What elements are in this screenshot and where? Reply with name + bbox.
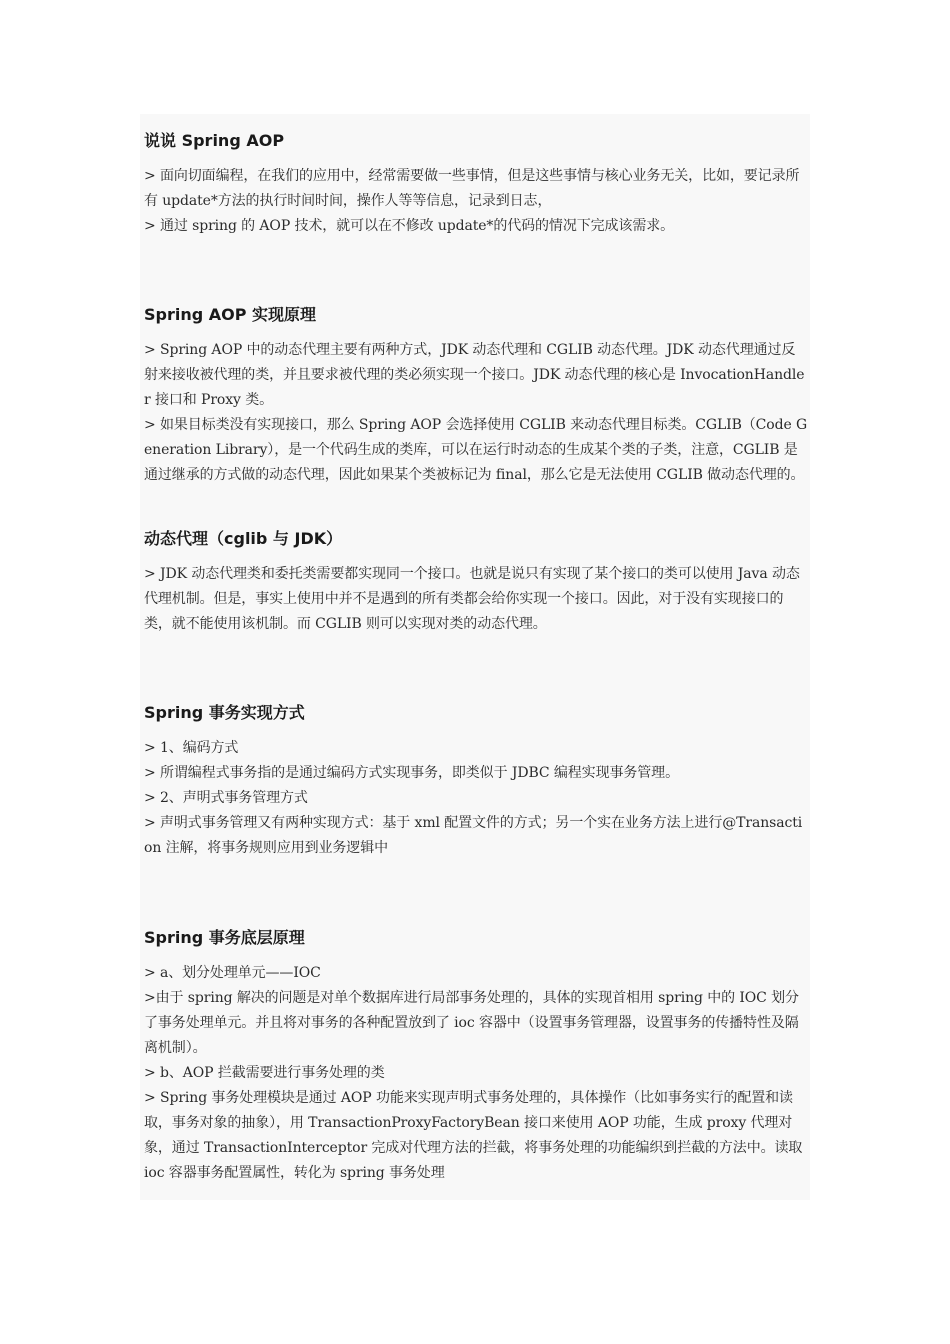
section-heading: 说说 Spring AOP [144, 131, 285, 150]
section-heading: Spring 事务实现方式 [144, 703, 305, 722]
paragraph: > 所谓编程式事务指的是通过编码方式实现事务，即类似于 JDBC 编程实现事务管理。 [144, 765, 679, 781]
paragraph: > Spring AOP 中的动态代理主要有两种方式，JDK 动态代理和 CGLIB 动态代理。JDK 动态代理通过反射来接收被代理的类，并且要求被代理的类必须实现一个接口。JDK 动态代理的核心是 InvocationHandler 接口和 Proxy 类。 [144, 342, 805, 408]
paragraph: > 1、编码方式 [144, 740, 239, 756]
paragraph: > a、划分处理单元——IOC [144, 965, 321, 981]
section-heading: 动态代理（cglib 与 JDK） [144, 529, 343, 548]
section-heading: Spring AOP 实现原理 [144, 305, 317, 324]
paragraph: > 如果目标类没有实现接口，那么 Spring AOP 会选择使用 CGLIB 来动态代理目标类。CGLIB（Code Generation Library），是一个代码生成的类库，可以在运行时动态的生成某个类的子类，注意，CGLIB 是通过继承的方式做的动态代理，因此如果某个类被标记为 final，那么它是无法使用 CGLIB 做动态代理的。 [144, 417, 808, 483]
paragraph: > 2、声明式事务管理方式 [144, 790, 308, 806]
paragraph: > b、AOP 拦截需要进行事务处理的类 [144, 1065, 385, 1081]
paragraph: > 声明式事务管理又有两种实现方式：基于 xml 配置文件的方式；另一个实在业务方法上进行@Transaction 注解，将事务规则应用到业务逻辑中 [144, 815, 803, 856]
paragraph: > 通过 spring 的 AOP 技术，就可以在不修改 update*的代码的情况下完成该需求。 [144, 218, 675, 234]
section-dynamic-proxy [144, 529, 808, 637]
document-page [140, 114, 810, 1200]
paragraph: > 面向切面编程，在我们的应用中，经常需要做一些事情，但是这些事情与核心业务无关，比如，要记录所有 update*方法的执行时间时间，操作人等等信息，记录到日志， [144, 168, 800, 209]
section-heading: Spring 事务底层原理 [144, 928, 305, 947]
section-aop-principle [144, 305, 808, 488]
paragraph: >由于 spring 解决的问题是对单个数据库进行局部事务处理的，具体的实现首相用 spring 中的 IOC 划分了事务处理单元。并且将对事务的各种配置放到了 ioc 容器中（设置事务管理器，设置事务的传播特性及隔离机制）。 [144, 990, 799, 1056]
paragraph: > Spring 事务处理模块是通过 AOP 功能来实现声明式事务处理的，具体操作（比如事务实行的配置和读取，事务对象的抽象），用 TransactionProxyFactoryBean 接口来使用 AOP 功能，生成 proxy 代理对象，通过 TransactionInterceptor 完成对代理方法的拦截，将事务处理的功能编织到拦截的方法中。读取 ioc 容器事务配置属性，转化为 spring 事务处理 [144, 1090, 803, 1181]
paragraph: > JDK 动态代理类和委托类需要都实现同一个接口。也就是说只有实现了某个接口的类可以使用 Java 动态代理机制。但是，事实上使用中并不是遇到的所有类都会给你实现一个接口。因此，对于没有实现接口的类，就不能使用该机制。而 CGLIB 则可以实现对类的动态代理。 [144, 566, 800, 632]
section-transaction-principle [144, 928, 808, 1186]
section-transaction-methods [144, 703, 808, 861]
section-spring-aop [144, 131, 808, 239]
